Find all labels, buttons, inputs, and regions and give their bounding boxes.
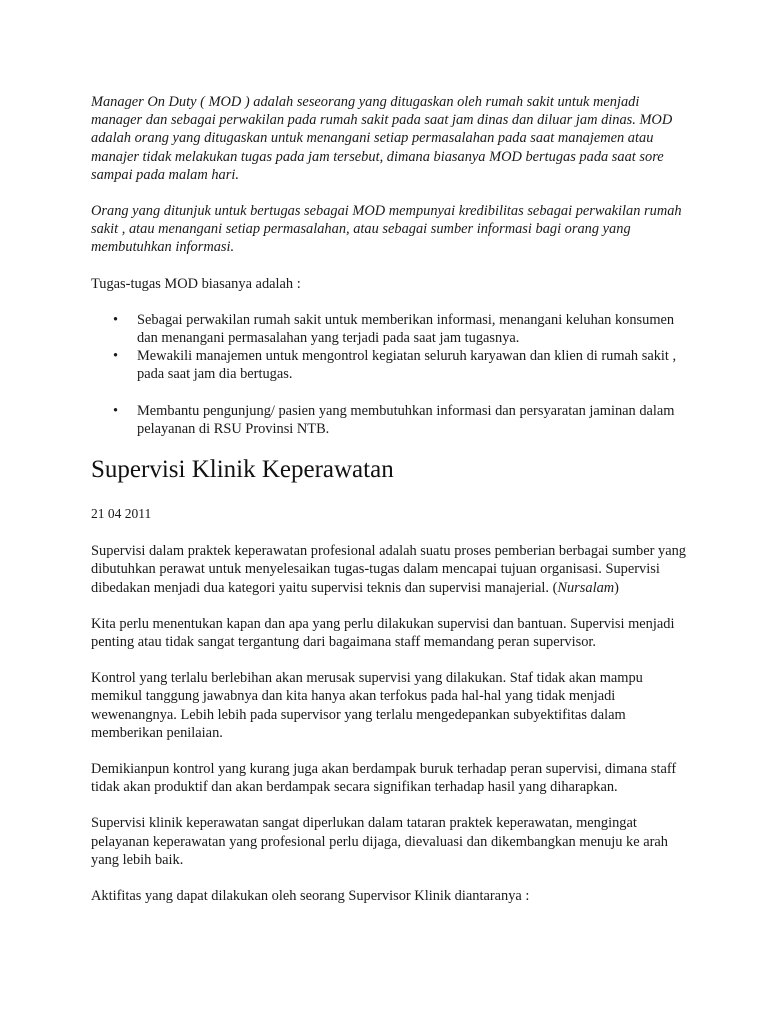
- citation-close: ): [614, 579, 619, 596]
- list-item: [91, 402, 691, 438]
- list-item-text: Sebagai perwakilan rumah sakit untuk memberikan informasi, menangani keluhan konsumen dan menangani permasalahan yang terjadi pada saat jam tugasnya.: [137, 311, 675, 347]
- list-item-text: Mewakili manajemen untuk mengontrol kegiatan seluruh karyawan dan klien di rumah sakit , pada saat jam dia bertugas.: [137, 348, 677, 383]
- excessive-control-paragraph: Kontrol yang terlalu berlebihan akan merusak supervisi yang dilakukan. Staf tidak akan mampu memikul tanggung jawabnya dan kita hanya akan terfokus pada hal-hal yang tidak menjadi wewenangnya. Lebih lebih pada supervisor yang terlalu mengedepankan subyektifitas dalam memberikan penilaian.: [91, 670, 643, 741]
- list-item: [91, 311, 691, 347]
- document-page: [91, 93, 691, 923]
- insufficient-control-paragraph: Demikianpun kontrol yang kurang juga akan berdampak buruk terhadap peran supervisi, dimana staff tidak akan produktif dan akan berdampak secara signifikan terhadap hasil yang diharapkan.: [91, 761, 677, 796]
- mod-duties-list: [91, 311, 691, 438]
- supervision-definition-paragraph: [91, 542, 691, 597]
- paragraph-text: Supervisi dalam praktek keperawatan profesional adalah suatu proses pemberian berbagai sumber yang dibutuhkan perawat untuk menyelesaikan tugas-tugas dalam mencapai tujuan organisasi. Supervisi dibedakan menjadi dua kategori yaitu supervisi teknis dan supervisi manajerial. (: [91, 543, 686, 596]
- mod-duties-lead: Tugas-tugas MOD biasanya adalah :: [91, 275, 301, 292]
- mod-definition-paragraph: Manager On Duty ( MOD ) adalah seseorang yang ditugaskan oleh rumah sakit untuk menjadi manager dan sebagai perwakilan pada rumah sakit pada saat jam dinas dan diluar jam dinas. MOD adalah orang yang ditugaskan untuk menangani setiap permasalahan pada saat manajemen atau manajer tidak melakukan tugas pada jam tersebut, dimana biasanya MOD bertugas pada saat sore sampai pada malam hari.: [91, 94, 673, 183]
- list-item-text: Membantu pengunjung/ pasien yang membutuhkan informasi dan persyaratan jaminan dalam pelayanan di RSU Provinsi NTB.: [137, 402, 675, 437]
- citation: Nursalam: [557, 579, 615, 596]
- list-item: [91, 347, 691, 383]
- post-date: 21 04 2011: [91, 506, 152, 522]
- supervision-timing-paragraph: Kita perlu menentukan kapan dan apa yang perlu dilakukan supervisi dan bantuan. Supervisi menjadi penting atau tidak sangat tergantung dari bagaimana staff memandang peran supervisor.: [91, 615, 675, 651]
- bullet-icon: •: [113, 402, 119, 419]
- mod-credibility-paragraph: Orang yang ditunjuk untuk bertugas sebagai MOD mempunyai kredibilitas sebagai perwakilan rumah sakit , atau menangani setiap permasalahan, atau sebagai sumber informasi bagi orang yang membutuhkan informasi.: [91, 203, 682, 256]
- section-heading: Supervisi Klinik Keperawatan: [91, 456, 394, 484]
- clinical-supervision-need-paragraph: Supervisi klinik keperawatan sangat diperlukan dalam tataran praktek keperawatan, mengingat pelayanan keperawatan yang profesional perlu dijaga, dievaluasi dan dikembangkan menuju ke arah yang lebih baik.: [91, 815, 668, 868]
- supervisor-activities-lead: Aktifitas yang dapat dilakukan oleh seorang Supervisor Klinik diantaranya :: [91, 888, 530, 905]
- bullet-icon: •: [113, 311, 119, 328]
- bullet-icon: •: [113, 348, 119, 365]
